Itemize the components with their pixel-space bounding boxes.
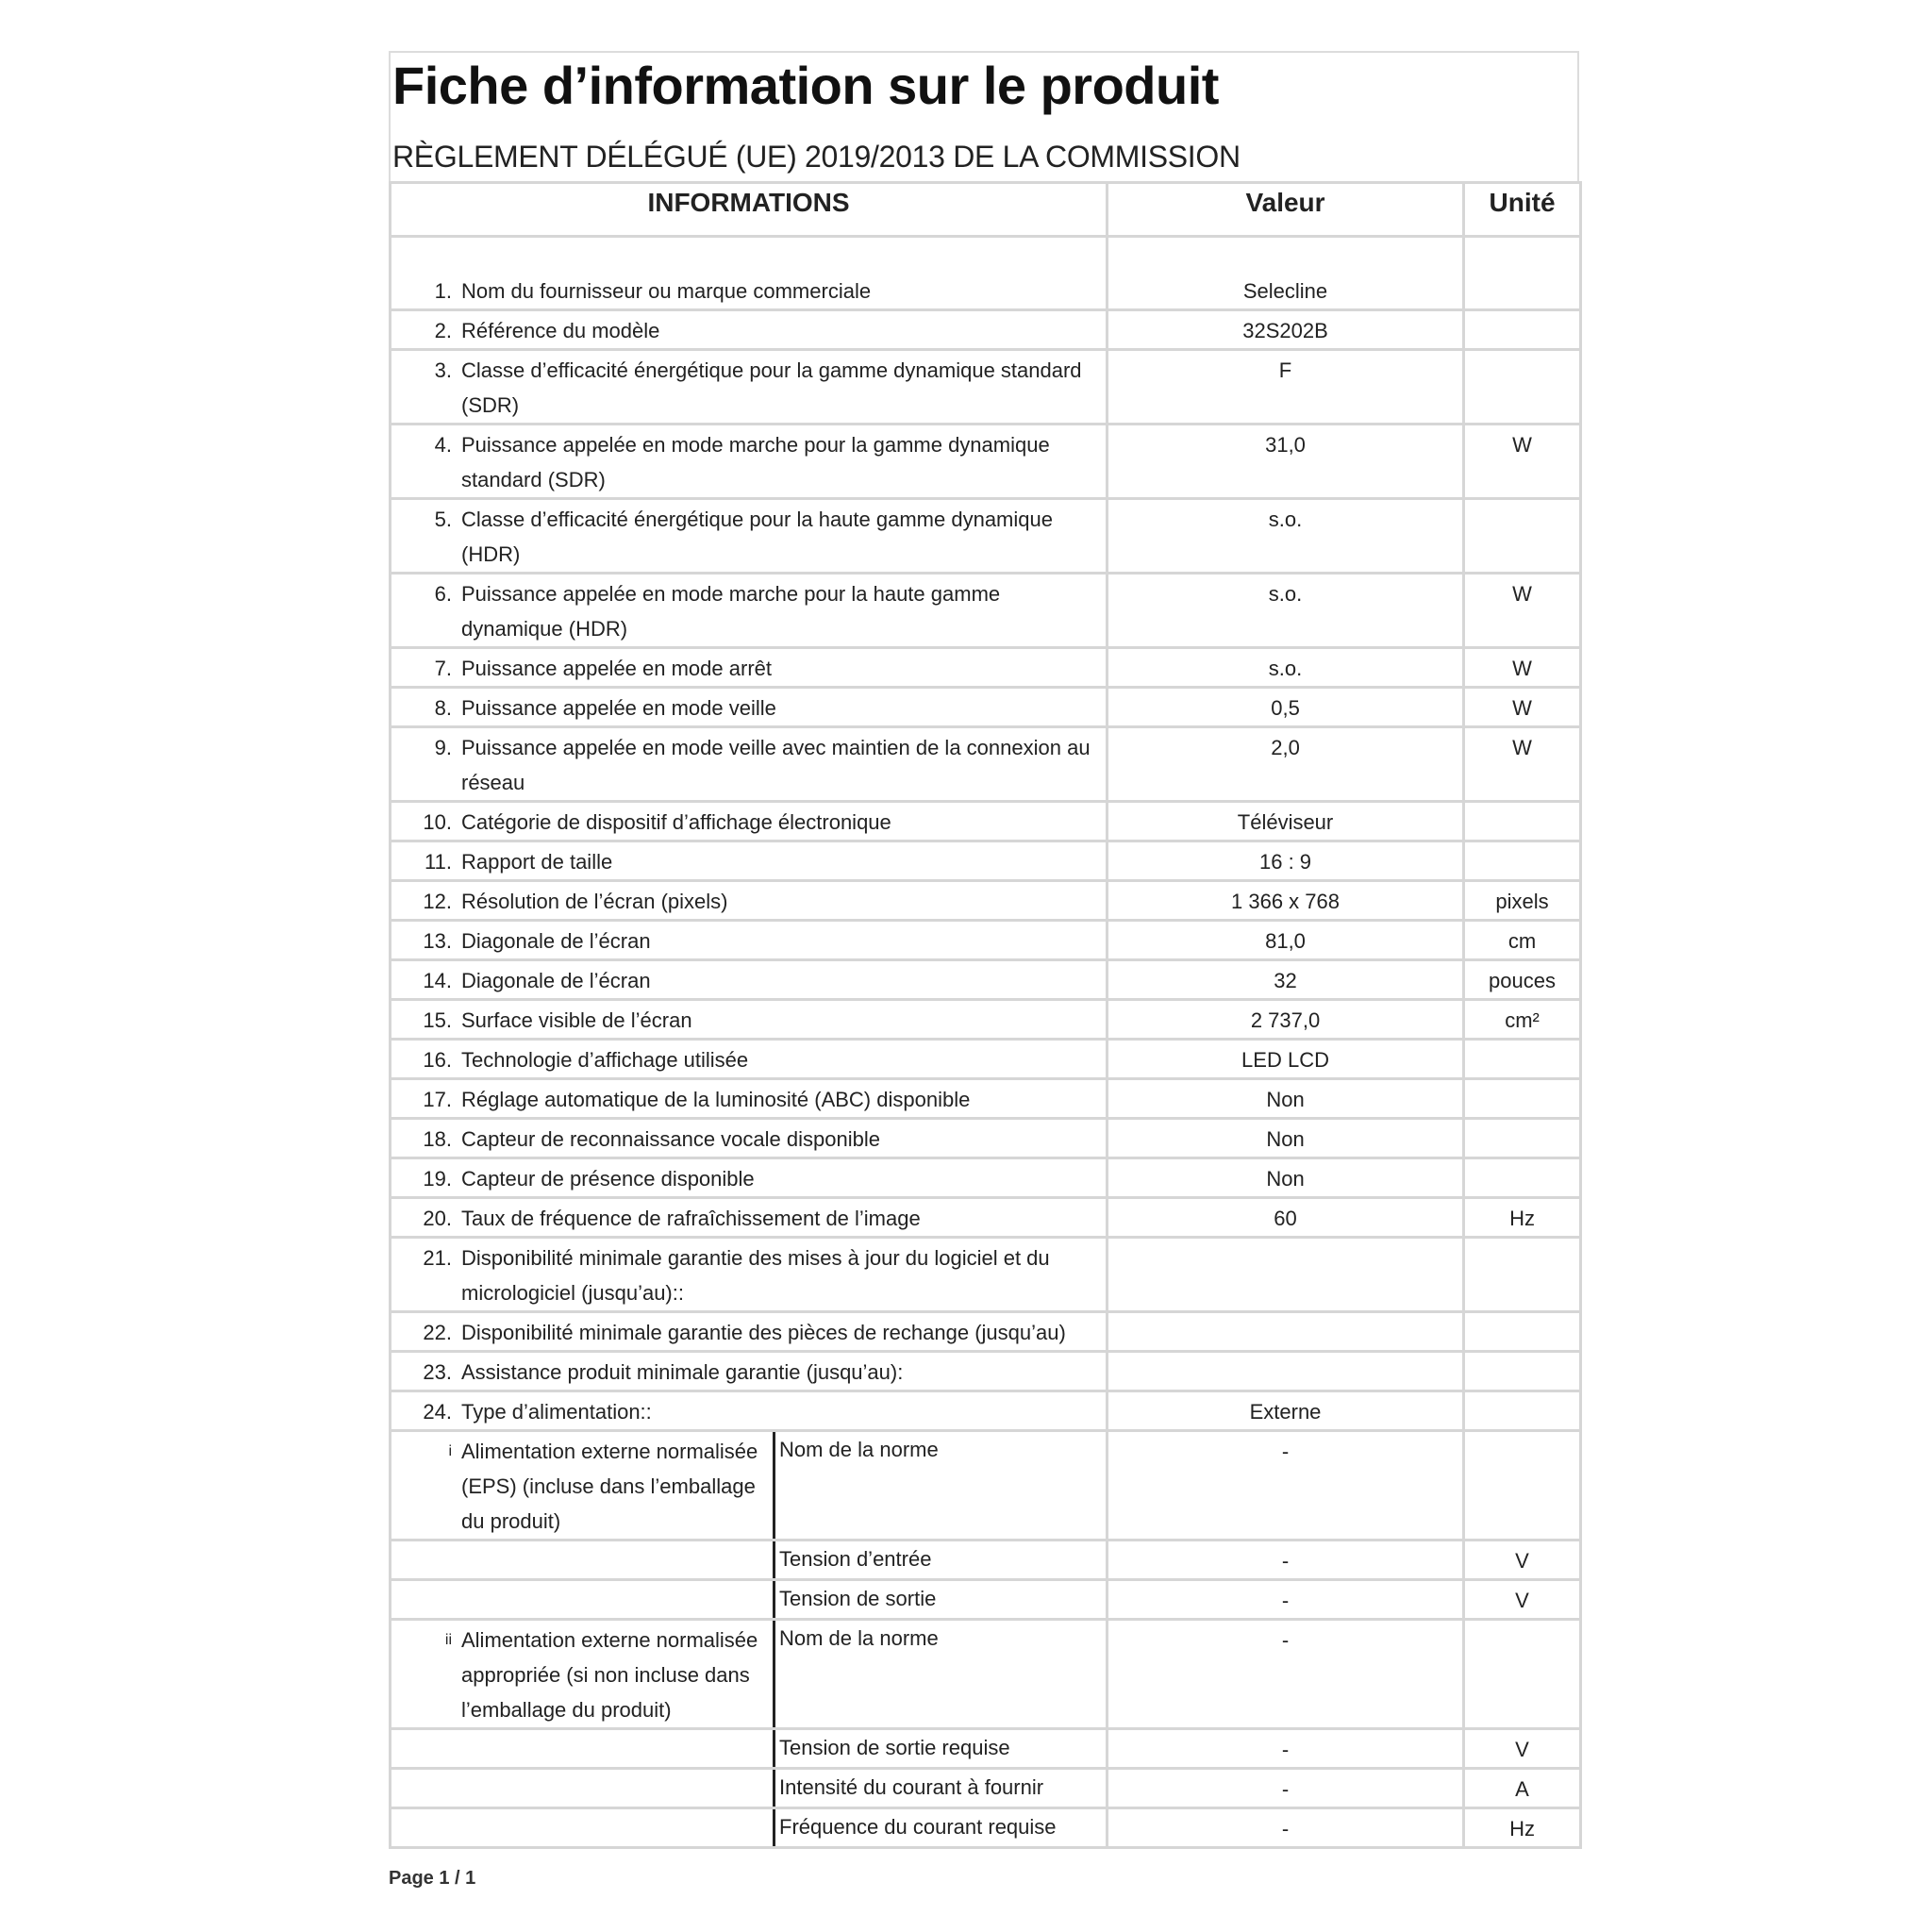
eps-item-unit: V [1515,1589,1529,1612]
eps-item-value: - [1281,1817,1290,1840]
row-number: 23. [423,1360,452,1384]
row-label-cell [391,1238,1108,1312]
row-unit-cell [1464,1079,1581,1119]
row-unit [1465,1392,1579,1394]
table-row [391,921,1581,960]
table-row [391,350,1581,425]
row-label: Nom du fournisseur ou marque commerciale [461,279,872,303]
row-unit: pixels [1495,890,1549,913]
row-label: Réglage automatique de la luminosité (ABC) disponible [461,1088,971,1111]
row-unit-cell [1464,1352,1581,1391]
row-unit [1465,351,1579,353]
title-box [389,51,1579,181]
row-number: 6. [434,582,452,606]
row-value-cell [1108,1198,1464,1238]
row-unit-cell [1464,574,1581,648]
eps-row [391,1620,1581,1729]
row-label-cell [391,1391,1108,1431]
row-value: 16 : 9 [1258,850,1312,874]
table-row [391,960,1581,1000]
row-label: Référence du modèle [461,319,660,342]
row-value: LED LCD [1241,1048,1329,1072]
row-unit: W [1512,582,1532,606]
eps-item-unit: A [1515,1777,1529,1801]
eps-item-value: - [1281,1589,1290,1612]
row-value-cell [1108,350,1464,425]
row-unit [1465,1353,1579,1355]
page-title: Fiche d’information sur le produit [392,56,1219,115]
row-unit-cell [1464,727,1581,802]
table-row [391,1000,1581,1040]
table-row [391,1238,1581,1312]
row-value: 2 737,0 [1250,1008,1321,1032]
row-label: Classe d’efficacité énergétique pour la gamme dynamique standard (SDR) [461,358,1082,417]
row-unit-cell [1464,425,1581,499]
row-unit-cell [1464,1040,1581,1079]
row-unit-cell [1464,841,1581,881]
row-label-cell [391,1000,1108,1040]
row-label-cell [391,1198,1108,1238]
row-unit-cell [1464,921,1581,960]
row-unit: cm² [1505,1008,1540,1032]
row-unit: W [1512,433,1532,457]
row-number: 14. [423,969,452,992]
row-value [1108,1353,1462,1355]
row-value: 32 [1274,969,1297,992]
row-value-cell [1108,727,1464,802]
eps-empty-cell [391,1729,774,1769]
table-row [391,727,1581,802]
row-unit-cell [1464,802,1581,841]
row-number: 5. [434,508,452,531]
row-value: 32S202B [1242,319,1328,342]
row-label: Diagonale de l’écran [461,969,651,992]
row-value-cell [1108,425,1464,499]
row-label-cell [391,1119,1108,1158]
eps-item-unit-cell [1464,1541,1581,1580]
row-label: Puissance appelée en mode veille [461,696,776,720]
row-value-cell [1108,688,1464,727]
row-unit: W [1512,736,1532,759]
row-value: F [1278,358,1292,382]
table-row [391,272,1581,310]
row-unit [1465,1120,1579,1122]
row-label-cell [391,425,1108,499]
table-header [391,183,1581,237]
eps-item-unit-cell [1464,1769,1581,1808]
row-label: Capteur de reconnaissance vocale disponible [461,1127,880,1151]
spacer-row [391,237,1581,273]
eps-item-unit-cell [1464,1431,1581,1541]
table-row [391,802,1581,841]
row-value: 31,0 [1265,433,1306,457]
row-unit-cell [1464,881,1581,921]
row-label-cell [391,1352,1108,1391]
eps-item-unit-cell [1464,1729,1581,1769]
row-value: Externe [1249,1400,1322,1424]
row-label: Résolution de l’écran (pixels) [461,890,728,913]
row-value: Non [1266,1167,1305,1191]
page-number: Page 1 / 1 [389,1868,476,1889]
row-label-cell [391,499,1108,574]
row-label-cell [391,1040,1108,1079]
table-row [391,1040,1581,1079]
row-label: Taux de fréquence de rafraîchissement de l’image [461,1207,921,1230]
row-value-cell [1108,1312,1464,1352]
row-number: 10. [423,810,452,834]
row-value: s.o. [1268,657,1303,680]
eps-row [391,1431,1581,1541]
row-unit-cell [1464,1391,1581,1431]
row-label-cell [391,1312,1108,1352]
row-unit-cell [1464,688,1581,727]
row-value: 81,0 [1265,929,1306,953]
eps-item-label: Fréquence du courant requise [774,1808,1108,1848]
row-value-cell [1108,648,1464,688]
row-value-cell [1108,841,1464,881]
row-number: 12. [423,890,452,913]
row-number: 13. [423,929,452,953]
row-unit: W [1512,696,1532,720]
regulation-subtitle: RÈGLEMENT DÉLÉGUÉ (UE) 2019/2013 DE LA COMMISSION [392,140,1241,174]
row-value-cell [1108,881,1464,921]
row-value [1108,1313,1462,1315]
row-value-cell [1108,310,1464,350]
row-unit: Hz [1509,1207,1535,1230]
eps-item-value: - [1281,1777,1290,1801]
row-label: Puissance appelée en mode marche pour la haute gamme dynamique (HDR) [461,582,1001,641]
row-number: 22. [423,1321,452,1344]
row-label-cell [391,960,1108,1000]
eps-item-label: Tension de sortie requise [774,1729,1108,1769]
row-number: 21. [423,1246,452,1270]
eps-group-label: Alimentation externe normalisée (EPS) (incluse dans l’emballage du produit) [461,1440,758,1533]
row-label: Assistance produit minimale garantie (jusqu’au): [461,1360,904,1384]
header-valeur: Valeur [1108,183,1464,237]
row-number: 9. [434,736,452,759]
eps-group-label: Alimentation externe normalisée appropriée (si non incluse dans l’emballage du produit) [461,1628,758,1722]
row-unit-cell [1464,1158,1581,1198]
table-row [391,881,1581,921]
eps-item-value-cell [1108,1808,1464,1848]
row-unit-cell [1464,310,1581,350]
eps-empty-cell [391,1769,774,1808]
eps-row [391,1808,1581,1848]
eps-item-value-cell [1108,1580,1464,1620]
row-label-cell [391,802,1108,841]
row-unit-cell [1464,960,1581,1000]
row-label-cell [391,921,1108,960]
row-value-cell [1108,1352,1464,1391]
row-unit-cell [1464,1198,1581,1238]
eps-row [391,1541,1581,1580]
row-label-cell [391,688,1108,727]
info-table [389,181,1582,1849]
row-label-cell [391,272,1108,310]
row-label: Capteur de présence disponible [461,1167,755,1191]
eps-item-label: Nom de la norme [774,1431,1108,1541]
table-row [391,841,1581,881]
row-label: Technologie d’affichage utilisée [461,1048,749,1072]
eps-row [391,1580,1581,1620]
table-row [391,499,1581,574]
row-value: s.o. [1268,582,1303,606]
row-unit: cm [1507,929,1537,953]
eps-item-label: Nom de la norme [774,1620,1108,1729]
row-unit-cell [1464,350,1581,425]
table-row [391,425,1581,499]
eps-item-unit-cell [1464,1580,1581,1620]
row-value-cell [1108,574,1464,648]
row-value-cell [1108,921,1464,960]
row-value: 0,5 [1271,696,1300,720]
eps-row [391,1769,1581,1808]
row-label-cell [391,841,1108,881]
eps-item-unit: V [1515,1738,1529,1761]
row-label-cell [391,310,1108,350]
table-row [391,1079,1581,1119]
row-number: 16. [423,1048,452,1072]
row-unit-cell [1464,1000,1581,1040]
row-label: Surface visible de l’écran [461,1008,692,1032]
row-label-cell [391,350,1108,425]
row-value-cell [1108,1119,1464,1158]
table-row [391,310,1581,350]
row-unit [1465,1313,1579,1315]
eps-group-label-cell [391,1431,774,1541]
row-unit-cell [1464,499,1581,574]
row-unit: pouces [1489,969,1556,992]
row-value-cell [1108,1158,1464,1198]
eps-item-value: - [1281,1440,1290,1463]
row-number: 19. [423,1167,452,1191]
row-unit [1465,311,1579,313]
product-information-sheet [389,51,1579,1849]
eps-item-label: Intensité du courant à fournir [774,1769,1108,1808]
row-label-cell [391,1158,1108,1198]
eps-item-unit [1465,1432,1579,1434]
eps-item-value: - [1281,1549,1290,1573]
row-unit [1465,500,1579,502]
row-unit [1465,1239,1579,1241]
eps-item-label: Tension de sortie [774,1580,1108,1620]
row-label-cell [391,1079,1108,1119]
eps-roman-numeral: i [448,1443,452,1459]
table-row [391,1198,1581,1238]
eps-item-value: - [1281,1628,1290,1652]
eps-item-value-cell [1108,1541,1464,1580]
row-value: Selecline [1242,279,1328,303]
eps-item-label: Tension d’entrée [774,1541,1108,1580]
row-value-cell [1108,272,1464,310]
eps-item-value-cell [1108,1769,1464,1808]
row-unit [1465,1159,1579,1161]
table-row [391,1119,1581,1158]
row-value: 1 366 x 768 [1231,890,1340,913]
table-row [391,574,1581,648]
row-unit-cell [1464,1312,1581,1352]
eps-item-unit-cell [1464,1808,1581,1848]
row-label: Classe d’efficacité énergétique pour la haute gamme dynamique (HDR) [461,508,1053,566]
row-unit-cell [1464,1238,1581,1312]
eps-item-value-cell [1108,1729,1464,1769]
row-unit [1465,1080,1579,1082]
eps-empty-cell [391,1541,774,1580]
row-number: 17. [423,1088,452,1111]
row-unit: W [1512,657,1532,680]
row-number: 4. [434,433,452,457]
row-label: Type d’alimentation:: [461,1400,652,1424]
eps-item-value-cell [1108,1431,1464,1541]
row-value [1108,1239,1462,1241]
row-unit [1465,842,1579,844]
row-value-cell [1108,1040,1464,1079]
row-value-cell [1108,960,1464,1000]
eps-item-unit: V [1515,1549,1529,1573]
row-label-cell [391,727,1108,802]
row-label-cell [391,574,1108,648]
header-informations: INFORMATIONS [391,183,1108,237]
eps-row [391,1729,1581,1769]
row-label-cell [391,881,1108,921]
row-number: 15. [423,1008,452,1032]
row-value: Non [1266,1088,1305,1111]
eps-item-unit [1465,1621,1579,1623]
row-unit-cell [1464,1119,1581,1158]
row-unit [1465,803,1579,805]
row-number: 20. [423,1207,452,1230]
eps-roman-numeral: ii [444,1632,452,1648]
row-value-cell [1108,499,1464,574]
row-label: Puissance appelée en mode marche pour la gamme dynamique standard (SDR) [461,433,1050,491]
row-label: Disponibilité minimale garantie des mises à jour du logiciel et du micrologiciel (jusqu’au):: [461,1246,1050,1305]
row-value-cell [1108,1000,1464,1040]
row-number: 7. [434,657,452,680]
row-number: 18. [423,1127,452,1151]
row-value: s.o. [1268,508,1303,531]
table-row [391,1352,1581,1391]
row-value: Téléviseur [1237,810,1334,834]
row-value: 2,0 [1271,736,1300,759]
header-unite: Unité [1464,183,1581,237]
eps-empty-cell [391,1808,774,1848]
row-value-cell [1108,1391,1464,1431]
eps-item-unit-cell [1464,1620,1581,1729]
row-label: Disponibilité minimale garantie des pièces de rechange (jusqu’au) [461,1321,1066,1344]
row-unit [1465,272,1579,274]
row-number: 2. [434,319,452,342]
row-label: Puissance appelée en mode veille avec maintien de la connexion au réseau [461,736,1091,794]
row-label-cell [391,648,1108,688]
row-label: Diagonale de l’écran [461,929,651,953]
table-row [391,1391,1581,1431]
row-number: 3. [434,358,452,382]
eps-item-value-cell [1108,1620,1464,1729]
row-value-cell [1108,1079,1464,1119]
table-row [391,1312,1581,1352]
eps-item-unit: Hz [1509,1817,1535,1840]
row-unit-cell [1464,648,1581,688]
row-value-cell [1108,802,1464,841]
row-unit-cell [1464,272,1581,310]
table-row [391,1158,1581,1198]
row-value: 60 [1274,1207,1297,1230]
row-label: Puissance appelée en mode arrêt [461,657,772,680]
eps-item-value: - [1281,1738,1290,1761]
row-number: 8. [434,696,452,720]
row-label: Rapport de taille [461,850,613,874]
row-number: 24. [423,1400,452,1424]
row-value-cell [1108,1238,1464,1312]
row-label: Catégorie de dispositif d’affichage électronique [461,810,891,834]
row-number: 1. [434,279,452,303]
eps-empty-cell [391,1580,774,1620]
table-row [391,648,1581,688]
eps-group-label-cell [391,1620,774,1729]
table-row [391,688,1581,727]
row-number: 11. [425,850,452,874]
row-value: Non [1266,1127,1305,1151]
row-unit [1465,1041,1579,1042]
